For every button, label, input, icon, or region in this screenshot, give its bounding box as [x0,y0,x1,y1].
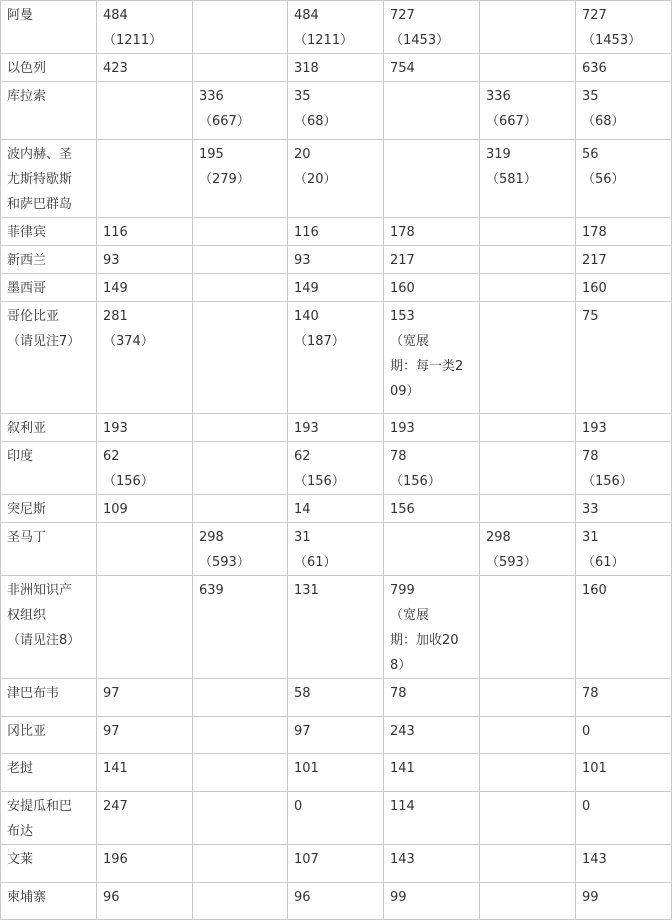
cell-line: 336 [199,89,224,104]
value-cell-5 [480,576,576,679]
cell-line: 78 [390,449,407,464]
cell-line: 149 [103,281,128,296]
value-cell-3 [288,754,384,792]
value-cell-1 [97,414,193,442]
value-cell-3 [288,54,384,82]
cell-line: 0 [582,724,591,739]
country-cell [1,792,97,845]
cell-line: 336 [486,89,511,104]
cell-line: 149 [294,281,319,296]
table-row [1,54,672,82]
cell-line: 160 [582,583,607,598]
cell-line: 35 [582,89,599,104]
cell-line: 318 [294,61,319,76]
cell-line: 156 [390,502,415,517]
cell-line: 143 [582,852,607,867]
value-cell-5 [480,845,576,883]
value-cell-4 [384,792,480,845]
cell-line: （667） [199,114,250,129]
country-cell [1,495,97,523]
value-cell-6 [576,414,672,442]
value-cell-2 [193,717,288,754]
value-cell-1 [97,523,193,576]
cell-line: （56） [582,172,625,187]
value-cell-3 [288,523,384,576]
cell-line: 143 [390,852,415,867]
table-row [1,679,672,717]
table-row [1,302,672,414]
value-cell-5 [480,442,576,495]
value-cell-4 [384,717,480,754]
cell-line: 196 [103,852,128,867]
cell-line: 0 [294,799,303,814]
value-cell-2 [193,414,288,442]
cell-line: 160 [582,281,607,296]
value-cell-4 [384,754,480,792]
value-cell-6 [576,274,672,302]
cell-line: 141 [103,761,128,776]
cell-line: 印度 [7,449,34,464]
value-cell-5 [480,82,576,140]
country-cell [1,442,97,495]
cell-line: 75 [582,309,599,324]
value-cell-4 [384,576,480,679]
cell-line: 193 [582,421,607,436]
cell-line: 97 [294,724,311,739]
table-row [1,414,672,442]
value-cell-4 [384,1,480,54]
cell-line: 非洲知识产 [7,583,73,598]
value-cell-5 [480,1,576,54]
cell-line: 178 [582,225,607,240]
cell-line: 和萨巴群岛 [7,197,73,212]
value-cell-6 [576,754,672,792]
value-cell-4 [384,883,480,920]
value-cell-5 [480,679,576,717]
value-cell-1 [97,274,193,302]
cell-line: 97 [103,686,120,701]
cell-line: （156） [103,474,154,489]
value-cell-1 [97,883,193,920]
value-cell-2 [193,54,288,82]
cell-line: （581） [486,172,537,187]
cell-line: 101 [294,761,319,776]
value-cell-4 [384,414,480,442]
cell-line: 安提瓜和巴 [7,799,73,814]
cell-line: 20 [294,147,311,162]
value-cell-3 [288,414,384,442]
cell-line: 文莱 [7,852,34,867]
cell-line: （156） [390,474,441,489]
value-cell-2 [193,302,288,414]
cell-line: 99 [390,890,407,905]
value-cell-5 [480,717,576,754]
value-cell-1 [97,82,193,140]
value-cell-6 [576,717,672,754]
value-cell-1 [97,792,193,845]
cell-line: （156） [582,474,633,489]
cell-line: 423 [103,61,128,76]
cell-line: 31 [294,530,311,545]
value-cell-2 [193,576,288,679]
cell-line: 墨西哥 [7,281,47,296]
cell-line: 727 [390,8,415,23]
cell-line: （374） [103,334,154,349]
country-cell [1,523,97,576]
cell-line: 0 [582,799,591,814]
country-cell [1,218,97,246]
cell-line: （187） [294,334,345,349]
country-cell [1,845,97,883]
value-cell-4 [384,679,480,717]
cell-line: 96 [103,890,120,905]
cell-line: 8） [390,658,412,673]
country-cell [1,302,97,414]
cell-line: 141 [390,761,415,776]
cell-line: 639 [199,583,224,598]
value-cell-3 [288,246,384,274]
country-cell [1,883,97,920]
value-cell-1 [97,679,193,717]
cell-line: 754 [390,61,415,76]
cell-line: 冈比亚 [7,724,47,739]
country-cell [1,274,97,302]
value-cell-3 [288,679,384,717]
cell-line: 799 [390,583,415,598]
cell-line: 217 [390,253,415,268]
value-cell-6 [576,54,672,82]
cell-line: 107 [294,852,319,867]
cell-line: 58 [294,686,311,701]
country-cell [1,717,97,754]
cell-line: 布达 [7,824,34,839]
cell-line: 116 [294,225,319,240]
value-cell-5 [480,754,576,792]
value-cell-6 [576,442,672,495]
cell-line: （宽展 [390,334,430,349]
value-cell-3 [288,302,384,414]
cell-line: 62 [103,449,120,464]
cell-line: 193 [103,421,128,436]
cell-line: 193 [390,421,415,436]
cell-line: 727 [582,8,607,23]
cell-line: 193 [294,421,319,436]
cell-line: 78 [582,686,599,701]
value-cell-1 [97,845,193,883]
cell-line: 153 [390,309,415,324]
value-cell-2 [193,140,288,218]
cell-line: 菲律宾 [7,225,47,240]
cell-line: 78 [390,686,407,701]
cell-line: 权组织 [7,608,47,623]
country-cell [1,679,97,717]
value-cell-4 [384,442,480,495]
value-cell-3 [288,82,384,140]
value-cell-6 [576,883,672,920]
value-cell-1 [97,576,193,679]
value-cell-2 [193,883,288,920]
cell-line: 101 [582,761,607,776]
cell-line: （68） [582,114,625,129]
value-cell-3 [288,792,384,845]
cell-line: 319 [486,147,511,162]
cell-line: （61） [582,555,625,570]
value-cell-5 [480,302,576,414]
value-cell-6 [576,140,672,218]
cell-line: 109 [103,502,128,517]
cell-line: 96 [294,890,311,905]
value-cell-6 [576,82,672,140]
cell-line: （61） [294,555,337,570]
cell-line: 56 [582,147,599,162]
cell-line: 33 [582,502,599,517]
table-row [1,754,672,792]
value-cell-4 [384,274,480,302]
cell-line: （请见注7） [7,334,81,349]
value-cell-6 [576,302,672,414]
cell-line: 298 [486,530,511,545]
cell-line: 哥伦比亚 [7,309,60,324]
cell-line: 31 [582,530,599,545]
value-cell-1 [97,717,193,754]
value-cell-2 [193,792,288,845]
table-row [1,845,672,883]
value-cell-6 [576,792,672,845]
cell-line: 97 [103,724,120,739]
cell-line: 243 [390,724,415,739]
cell-line: （667） [486,114,537,129]
cell-line: 160 [390,281,415,296]
value-cell-5 [480,414,576,442]
cell-line: 期：加收20 [390,633,459,648]
value-cell-3 [288,442,384,495]
table-body [1,1,672,920]
cell-line: 114 [390,799,415,814]
table-row [1,82,672,140]
value-cell-4 [384,54,480,82]
country-cell [1,754,97,792]
cell-line: （593） [199,555,250,570]
value-cell-3 [288,845,384,883]
country-cell [1,82,97,140]
value-cell-3 [288,218,384,246]
cell-line: （1211） [294,33,354,48]
cell-line: 阿曼 [7,8,34,23]
cell-line: 93 [103,253,120,268]
cell-line: （156） [294,474,345,489]
cell-line: （593） [486,555,537,570]
table-row [1,523,672,576]
value-cell-5 [480,883,576,920]
cell-line: （宽展 [390,608,430,623]
cell-line: 叙利亚 [7,421,47,436]
table-row [1,442,672,495]
cell-line: 津巴布韦 [7,686,60,701]
cell-line: 140 [294,309,319,324]
cell-line: （1453） [390,33,450,48]
cell-line: 14 [294,502,311,517]
cell-line: 期：每一类2 [390,359,464,374]
value-cell-1 [97,140,193,218]
value-cell-2 [193,845,288,883]
cell-line: 93 [294,253,311,268]
country-cell [1,1,97,54]
value-cell-3 [288,274,384,302]
value-cell-1 [97,218,193,246]
value-cell-3 [288,576,384,679]
value-cell-6 [576,246,672,274]
value-cell-4 [384,523,480,576]
value-cell-2 [193,754,288,792]
cell-line: 484 [103,8,128,23]
value-cell-4 [384,246,480,274]
table-row [1,140,672,218]
value-cell-1 [97,495,193,523]
cell-line: 圣马丁 [7,530,47,545]
cell-line: 库拉索 [7,89,47,104]
value-cell-4 [384,495,480,523]
cell-line: 柬埔寨 [7,890,47,905]
cell-line: 281 [103,309,128,324]
table-row [1,883,672,920]
value-cell-2 [193,82,288,140]
cell-line: 195 [199,147,224,162]
cell-line: 116 [103,225,128,240]
value-cell-2 [193,218,288,246]
value-cell-4 [384,140,480,218]
value-cell-5 [480,495,576,523]
country-cell [1,246,97,274]
cell-line: （1211） [103,33,163,48]
value-cell-6 [576,495,672,523]
value-cell-2 [193,274,288,302]
value-cell-6 [576,523,672,576]
value-cell-2 [193,442,288,495]
table-row [1,274,672,302]
table-row [1,576,672,679]
cell-line: 09） [390,384,420,399]
table-row [1,246,672,274]
value-cell-6 [576,1,672,54]
value-cell-3 [288,140,384,218]
country-cell [1,414,97,442]
value-cell-1 [97,754,193,792]
value-cell-3 [288,495,384,523]
country-cell [1,54,97,82]
cell-line: （请见注8） [7,633,81,648]
cell-line: （68） [294,114,337,129]
country-cell [1,576,97,679]
table-row [1,495,672,523]
table-row [1,218,672,246]
value-cell-5 [480,523,576,576]
cell-line: 62 [294,449,311,464]
cell-line: （20） [294,172,337,187]
value-cell-1 [97,246,193,274]
cell-line: 636 [582,61,607,76]
value-cell-5 [480,792,576,845]
value-cell-2 [193,1,288,54]
value-cell-1 [97,302,193,414]
value-cell-6 [576,576,672,679]
table-row [1,717,672,754]
value-cell-5 [480,274,576,302]
cell-line: 131 [294,583,319,598]
cell-line: 突尼斯 [7,502,47,517]
value-cell-5 [480,218,576,246]
value-cell-1 [97,442,193,495]
value-cell-1 [97,1,193,54]
value-cell-2 [193,246,288,274]
cell-line: 尤斯特歇斯 [7,172,73,187]
cell-line: 298 [199,530,224,545]
value-cell-2 [193,523,288,576]
cell-line: 178 [390,225,415,240]
cell-line: 484 [294,8,319,23]
value-cell-3 [288,883,384,920]
cell-line: 波内赫、圣 [7,147,73,162]
cell-line: 以色列 [7,61,47,76]
value-cell-4 [384,218,480,246]
country-cell [1,140,97,218]
cell-line: （1453） [582,33,642,48]
cell-line: 老挝 [7,761,34,776]
value-cell-6 [576,679,672,717]
value-cell-4 [384,302,480,414]
value-cell-5 [480,246,576,274]
value-cell-3 [288,1,384,54]
value-cell-2 [193,679,288,717]
value-cell-5 [480,54,576,82]
cell-line: 新西兰 [7,253,47,268]
cell-line: 217 [582,253,607,268]
value-cell-4 [384,82,480,140]
value-cell-5 [480,140,576,218]
value-cell-1 [97,54,193,82]
cell-line: （279） [199,172,250,187]
cell-line: 99 [582,890,599,905]
cell-line: 35 [294,89,311,104]
value-cell-4 [384,845,480,883]
value-cell-6 [576,845,672,883]
cell-line: 78 [582,449,599,464]
table-row [1,1,672,54]
value-cell-6 [576,218,672,246]
value-cell-3 [288,717,384,754]
table-row [1,792,672,845]
value-cell-2 [193,495,288,523]
cell-line: 247 [103,799,128,814]
